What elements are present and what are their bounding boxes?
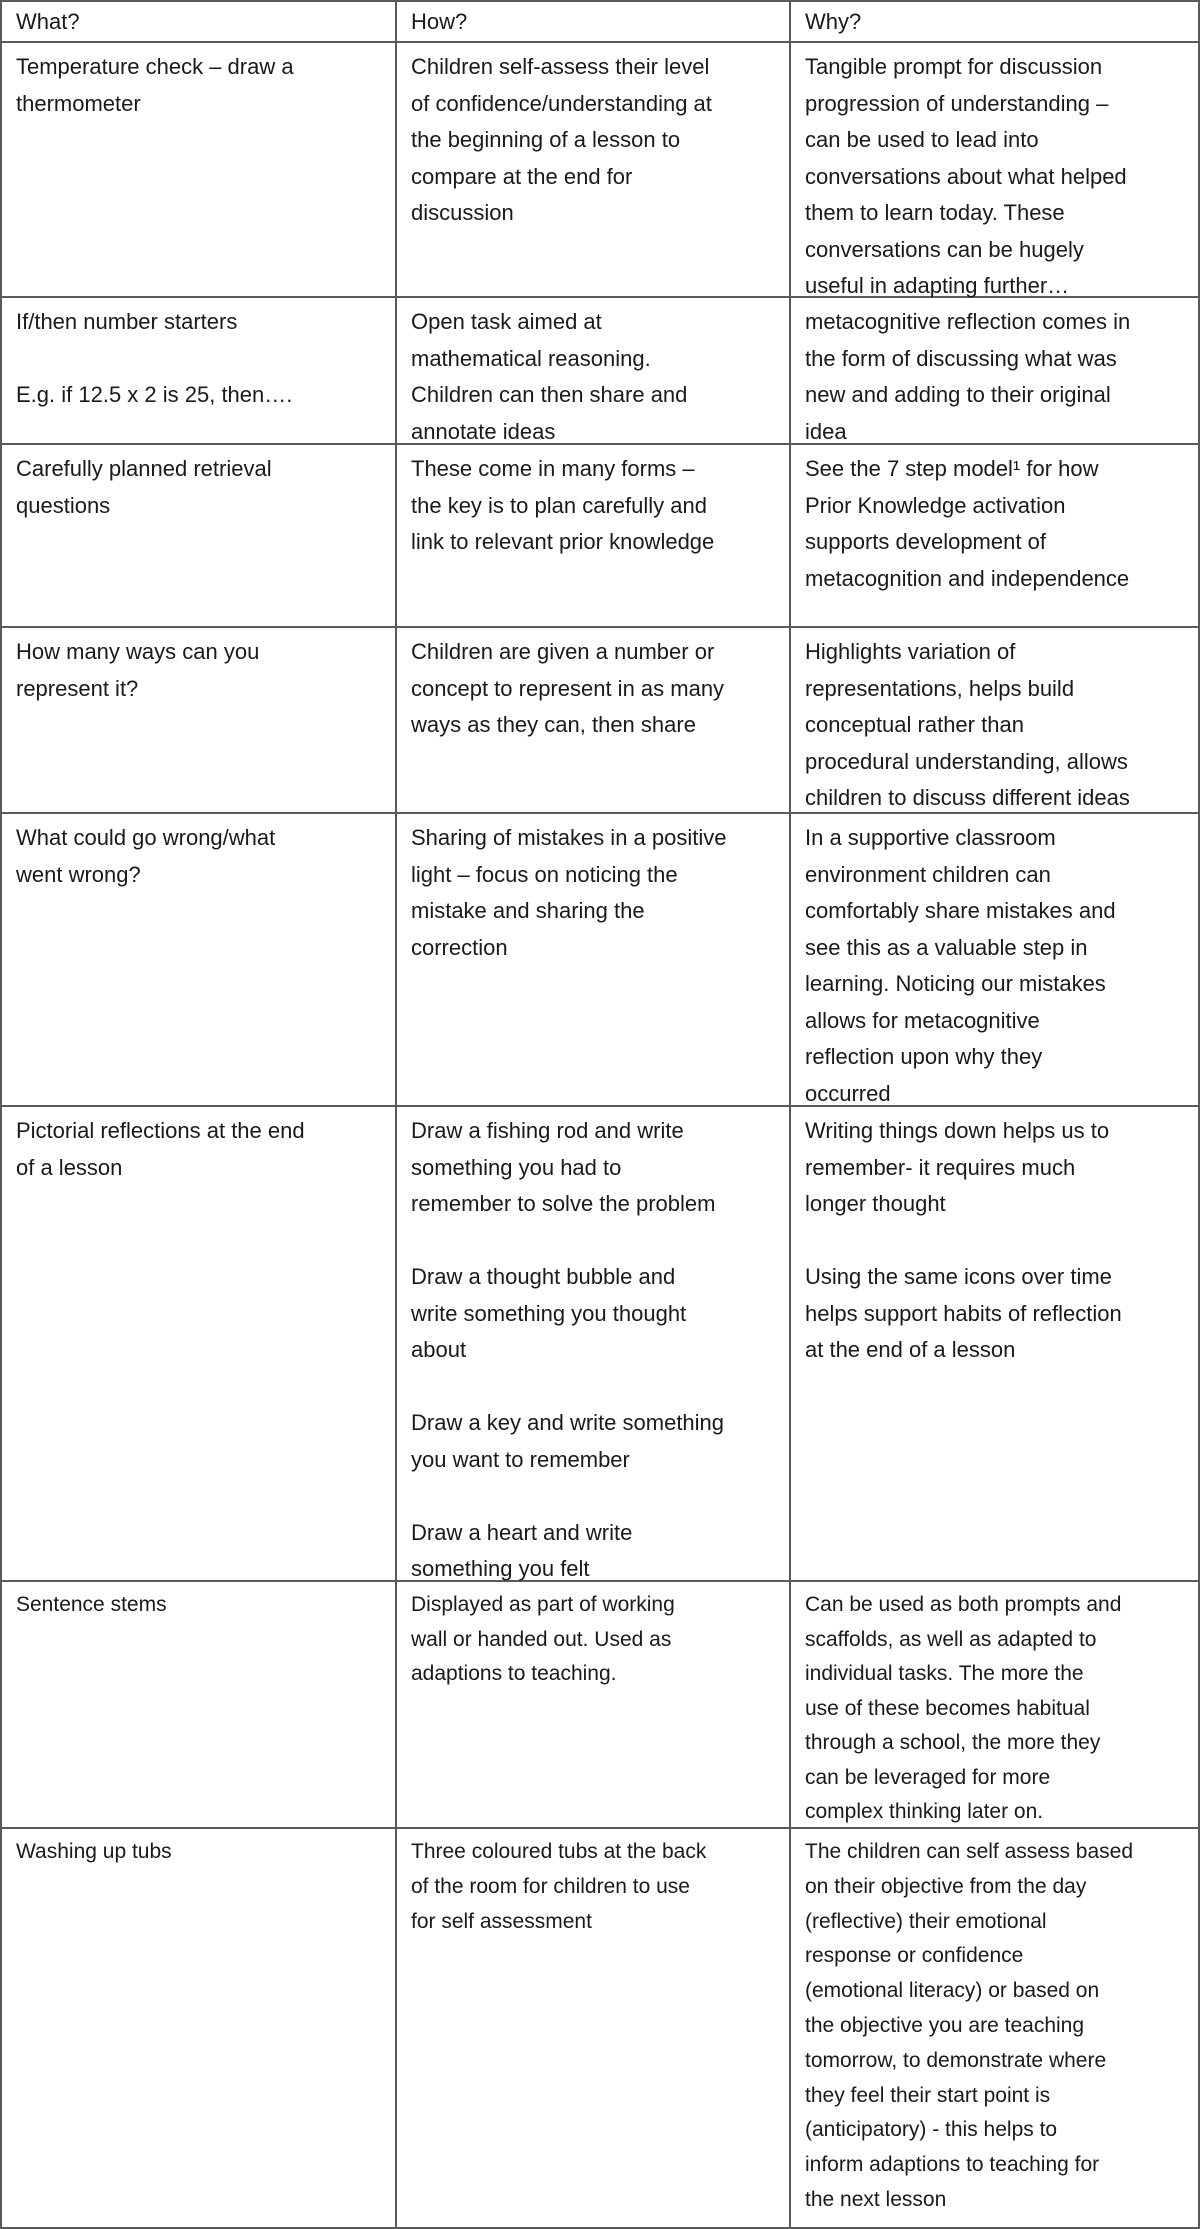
row-temperature-check-why: Tangible prompt for discussion progression of understanding – can be used to lead into conversations about what helped them to learn today. These conversations can be hugely useful in adapting further… — [805, 54, 1127, 298]
row-washing-tubs-what: Washing up tubs — [16, 1840, 172, 1863]
header-what: What? — [16, 9, 80, 34]
row-wrong-what: What could go wrong/what went wrong? — [16, 825, 276, 887]
row-if-then-how: Open task aimed at mathematical reasoning. Children can then share and annotate ideas — [411, 309, 688, 444]
row-retrieval-what: Carefully planned retrieval questions — [16, 456, 272, 518]
header-why: Why? — [805, 9, 862, 34]
row-wrong-how: Sharing of mistakes in a positive light – focus on noticing the mistake and sharing the correction — [411, 825, 727, 960]
row-if-then-what: If/then number starters E.g. if 12.5 x 2 is 25, then…. — [16, 309, 293, 407]
row-pictorial-how: Draw a fishing rod and write something you had to remember to solve the problem Draw a thought bubble and write something you thought about Draw a key and write something you want to remember Draw a heart and write something you felt — [411, 1118, 725, 1581]
row-washing-tubs-how: Three coloured tubs at the back of the room for children to use for self assessment — [411, 1840, 707, 1933]
row-sentence-stems-what: Sentence stems — [16, 1593, 167, 1616]
row-represent-how: Children are given a number or concept to represent in as many ways as they can, then share — [411, 639, 725, 737]
row-if-then-why: metacognitive reflection comes in the form of discussing what was new and adding to their original idea — [805, 309, 1131, 444]
row-temperature-check-how: Children self-assess their level of confidence/understanding at the beginning of a lesson to compare at the end for discussion — [411, 54, 712, 225]
row-pictorial-why: Writing things down helps us to remember- it requires much longer thought Using the same icons over time helps support habits of reflection at the end of a lesson — [805, 1118, 1122, 1362]
row-washing-tubs-why: The children can self assess based on their objective from the day (reflective) their emotional response or confidence (emotional literacy) or based on the objective you are teaching tomorrow, to demonstrate where they feel their start point is (anticipatory) - this helps to inform adaptions to teaching for the next lesson — [805, 1840, 1134, 2211]
row-sentence-stems-how: Displayed as part of working wall or handed out. Used as adaptions to teaching. — [411, 1593, 675, 1685]
header-how: How? — [411, 9, 468, 34]
row-retrieval-how: These come in many forms – the key is to plan carefully and link to relevant prior knowledge — [411, 456, 715, 554]
row-represent-why: Highlights variation of representations, helps build conceptual rather than procedural understanding, allows children to discuss different ideas — [805, 639, 1130, 810]
row-retrieval-why: See the 7 step model¹ for how Prior Knowledge activation supports development of metacognition and independence — [805, 456, 1130, 591]
row-wrong-why: In a supportive classroom environment children can comfortably share mistakes and see this as a valuable step in learning. Noticing our mistakes allows for metacognitive reflection upon why they occurred — [805, 825, 1116, 1106]
row-pictorial-what: Pictorial reflections at the end of a lesson — [16, 1118, 305, 1180]
row-represent-what: How many ways can you represent it? — [16, 639, 260, 701]
row-sentence-stems-why: Can be used as both prompts and scaffolds, as well as adapted to individual tasks. The more the use of these becomes habitual through a school, the more they can be leveraged for more complex thinking later on. — [805, 1593, 1122, 1823]
row-temperature-check-what: Temperature check – draw a thermometer — [16, 54, 294, 116]
